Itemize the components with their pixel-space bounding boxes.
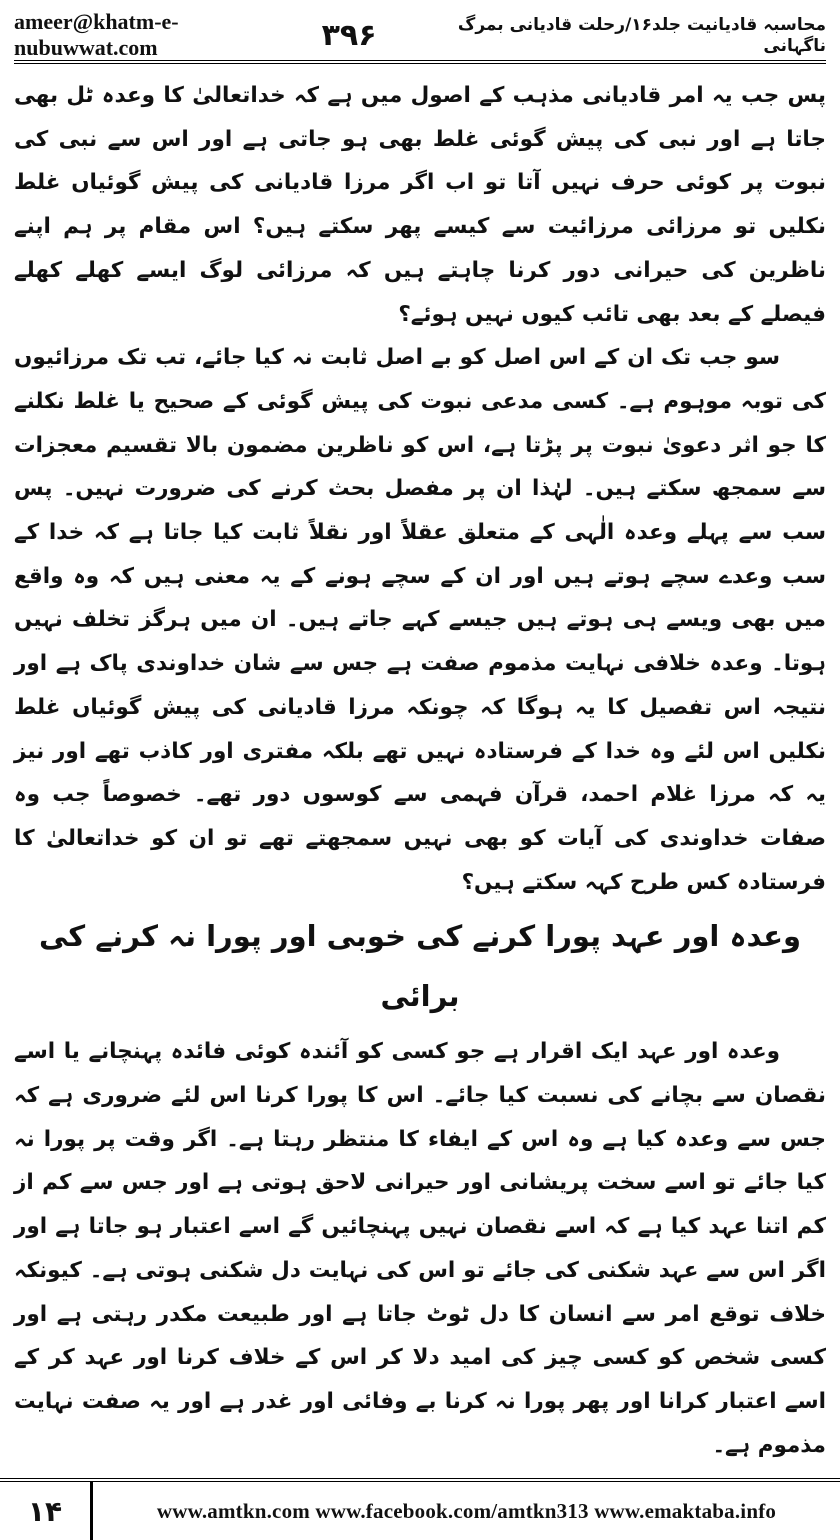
page-footer [0, 1478, 840, 1540]
header-title-group [322, 14, 826, 56]
page-header [14, 9, 826, 60]
book-title: محاسبہ قادیانیت جلد۱۶/رحلت قادیانی بمرگ ناگہانی [457, 15, 826, 56]
section-paragraph: وعدہ اور عہد ایک اقرار ہے جو کسی کو آئندہ کوئی فائدہ پہنچانے یا اسے نقصان سے بچانے کی نسبت کیا جائے۔ اس کا پورا کرنا اس لئے ضروری ہے کہ جس سے وعدہ کیا ہے وہ اس کے ایفاء کا منتظر رہتا ہے۔ اگر وقت پر پورا نہ کیا جائے تو اسے سخت پریشانی اور حیرانی لاحق ہوتی ہے اور جس سے کم از کم اتنا عہد کیا ہے کہ اسے نقصان نہیں پہنچائیں گے اسے اعتبار ہو جاتا ہے اور اگر اس سے عہد شکنی کی جائے تو اس کی نہایت دل شکنی ہوتی ہے۔ کیونکہ خلاف توقع امر سے انسان کا دل ٹوٹ جاتا ہے اور طبیعت مکدر رہتی ہے اور کسی شخص کو کسی چیز کی امید دلا کر اس کے خلاف کرنا اور عہد کر کے اسے اعتبار کرانا اور پھر پورا نہ کرنا بے وفائی اور غدر ہے اور یہ صفت نہایت مذموم ہے۔ [14, 1039, 826, 1458]
body-paragraph-1: پس جب یہ امر قادیانی مذہب کے اصول میں ہے کہ خداتعالیٰ کا وعدہ ٹل بھی جاتا ہے اور نبی کی پیش گوئی غلط بھی ہو جاتی ہے اور اس سے نبی کی نبوت پر کوئی حرف نہیں آتا تو اب اگر مرزا قادیانی کی پیش گوئیاں غلط نکلیں تو مرزائی مرزائیت سے کیسے پھر سکتے ہیں؟ اس مقام پر ہم اپنے ناظرین کی حیرانی دور کرنا چاہتے ہیں کہ مرزائی لوگ ایسے کھلے کھلے فیصلے کے بعد بھی تائب کیوں نہیں ہوئے؟ [14, 83, 826, 327]
header-email: ameer@khatm-e-nubuwwat.com [14, 9, 179, 60]
body-paragraph-2: سو جب تک ان کے اس اصل کو بے اصل ثابت نہ کیا جائے، تب تک مرزائیوں کی توبہ موہوم ہے۔ کسی مدعی نبوت کی پیش گوئی کے صحیح یا غلط نکلنے کا جو اثر دعویٰ نبوت پر پڑتا ہے، اس کو ناظرین مضمون بالا تقسیم معجزات سے سمجھ سکتے ہیں۔ لہٰذا ان پر مفصل بحث کرنے کی ضرورت نہیں۔ پس سب سے پہلے وعدہ الٰہی کے متعلق عقلاً اور نقلاً ثابت کیا جاتا ہے کہ خدا کے سب وعدے سچے ہوتے ہیں اور ان کے سچے ہونے کے یہ معنی ہیں کہ وہ واقع میں بھی ویسے ہی ہوتے ہیں جیسے کہے جاتے ہیں۔ ان میں ہرگز تخلف نہیں ہوتا۔ وعدہ خلافی نہایت مذموم صفت ہے جس سے شان خداوندی پاک ہے اور نتیجہ اس تفصیل کا یہ ہوگا کہ چونکہ مرزا قادیانی کی پیش گوئیاں غلط نکلیں اس لئے وہ خدا کے فرستادہ نہیں تھے بلکہ مفتری اور کاذب تھے اور نیز یہ کہ مرزا غلام احمد، قرآن فہمی سے کوسوں دور تھے۔ خصوصاً جب وہ صفات خداوندی کی آیات کو بھی نہیں سمجھتے تھے تو ان کو خداتعالیٰ کا فرستادہ کس طرح کہہ سکتے ہیں؟ [14, 345, 826, 895]
page-number: ۳۹۶ [321, 17, 377, 53]
footer-websites: www.amtkn.com www.facebook.com/amtkn313 www.emaktaba.info [156, 1498, 777, 1523]
page-body [14, 74, 826, 1467]
footer-folio: ۱۴ [0, 1482, 93, 1540]
section-heading: وعدہ اور عہد پورا کرنے کی خوبی اور پورا نہ کرنے کی برائی [38, 919, 802, 1014]
header-divider [14, 60, 826, 64]
